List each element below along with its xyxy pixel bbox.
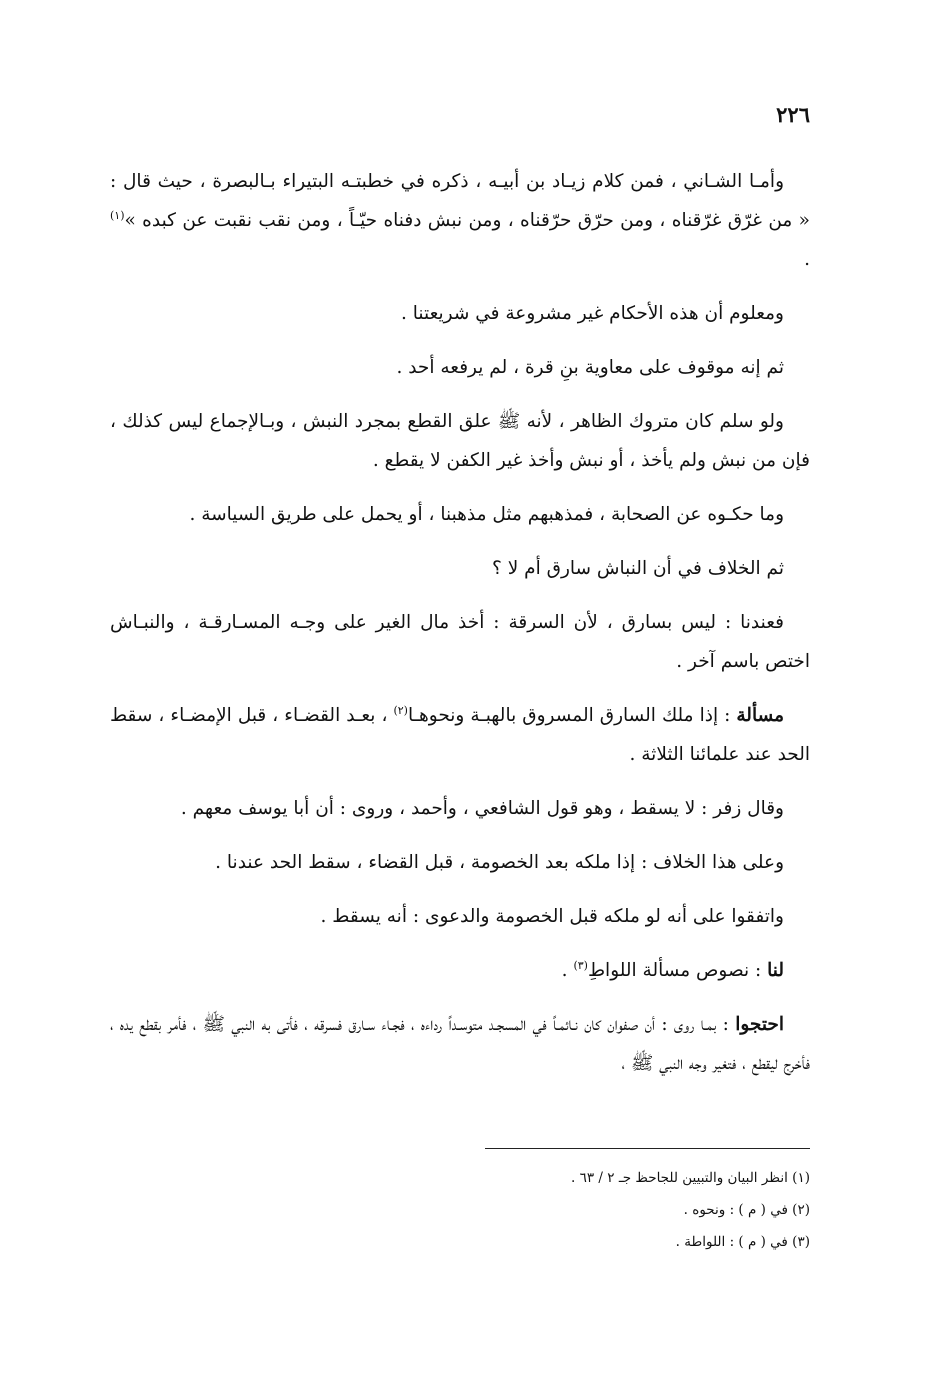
paragraph-text: وما حكـوه عن الصحابة ، فمذهبهم مثل مذهبنا ، أو يحمل على طريق السياسة . [189,504,784,525]
paragraph-9 [110,789,810,828]
paragraph-5 [110,495,810,534]
paragraph-text: : إذا ملك السارق المسروق بالهبـة ونحوهـا [407,705,737,726]
footnotes [110,1162,810,1258]
footnote-2: (٢) في ( م ) : ونحوه . [683,1202,810,1218]
paragraph-text: : نصوص مسألة اللواطِ [587,960,768,981]
footnote-3: (٣) في ( م ) : اللواطة . [675,1234,810,1250]
paragraph-text: ثم إنه موقوف على معاوية بنِ قرة ، لم يرفعه أحد . [396,357,784,378]
paragraph-text: فعندنا : ليس بسارق ، لأن السرقة : أخذ مال الغير على وجـه المسـارقـة ، والنبـاش اختص باسم آخر . [110,612,810,672]
paragraph-11 [110,897,810,936]
paragraph-text-end: . [804,249,810,270]
paragraph-13 [110,1005,810,1083]
paragraph-text: وعلى هذا الخلاف : إذا ملكه بعد الخصومة ، قبل القضاء ، سقط الحد عندنا . [215,852,784,873]
opponents-heading: احتجوا [735,1014,784,1035]
paragraph-10 [110,843,810,882]
paragraph-4 [110,402,810,480]
book-page [110,90,810,1290]
paragraph-text: ومعلوم أن هذه الأحكام غير مشروعة في شريعتنا . [401,303,784,324]
paragraph-3 [110,348,810,387]
issue-heading: مسألة [736,705,784,726]
argument-heading: لنا [767,960,784,981]
paragraph-text: ثم الخلاف في أن النباش سارق أم لا ؟ [492,558,784,579]
page-number: ٢٢٦ [776,102,810,127]
body-text [110,162,810,1098]
paragraph-text-end: . [561,960,574,981]
paragraph-text: وقال زفر : لا يسقط ، وهو قول الشافعي ، وأحمد ، وروى : أن أبا يوسف معهم . [180,798,784,819]
paragraph-2 [110,294,810,333]
footnote-ref: (٣) [573,958,588,972]
paragraph-1 [110,162,810,279]
footnote-divider [485,1148,810,1149]
footnote-1: (١) انظر البيان والتبيين للجاحظ جـ ٢ / ٦٣ . [571,1170,810,1186]
paragraph-text-end: ، بعـد القضـاء ، قبل الإمضـاء ، سقط الحد عند علمائنا الثلاثة . [110,705,810,765]
paragraph-12 [110,951,810,990]
paragraph-text: ولو سلم كان متروك الظاهر ، لأنه ﷺ علق القطع بمجرد النبش ، وبـالإجماع ليس كذلك ، فإن من نبش ولم يأخذ ، أو نبش وأخذ غير الكفن لا يقطع . [110,411,810,471]
paragraph-6 [110,549,810,588]
footnote-ref: (٢) [393,703,408,717]
paragraph-7 [110,603,810,681]
paragraph-text: وأمـا الشـاني ، فمن كلام زيـاد بن أبيـه ، ذكره في خطبتـه البتيراء بـالبصرة ، حيث قال : « من غرّق غرّقناه ، ومن حرّق حرّقناه ، ومن نبش دفناه حيّـاً ، ومن نقب نقبت عن كبده » [110,171,810,231]
paragraph-text: واتفقوا على أنه لو ملكه قبل الخصومة والدعوى : أنه يسقط . [320,906,784,927]
footnote-ref: (١) [110,208,125,222]
paragraph-text: : بمـا روى : أن صفوان كان نـائمـاً في المسجـد متوسـداً رداءه ، فجـاء سـارق فسرقه ، فأتى به النبي ﷺ ، فأمر بقطع يده ، فأخرج ليقطع ، فتغير وجه النبي ﷺ ، [110,1014,810,1074]
paragraph-8 [110,696,810,774]
